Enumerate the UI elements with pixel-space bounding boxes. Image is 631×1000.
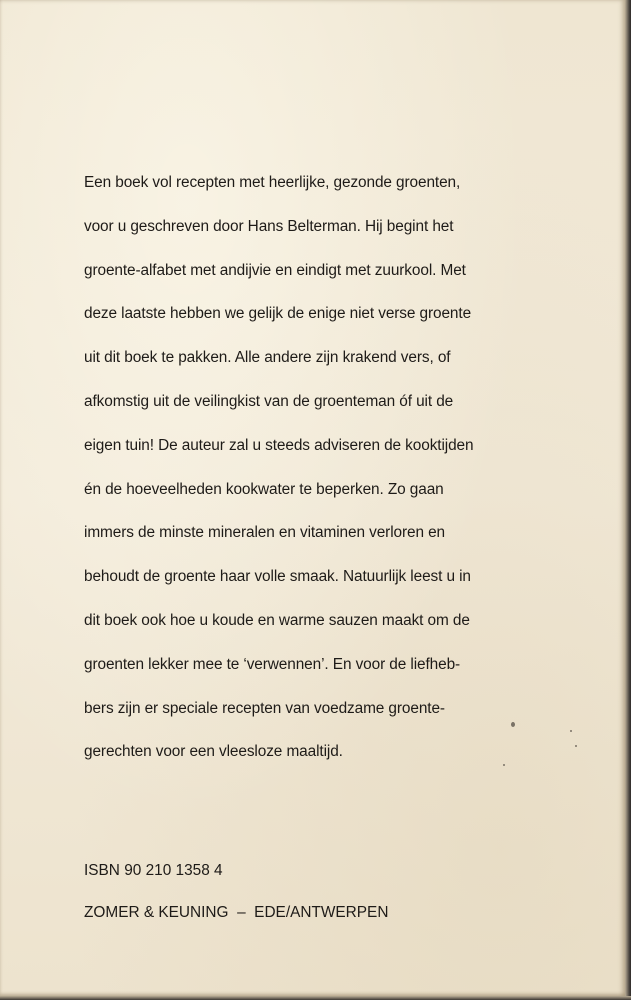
paper-speck (570, 730, 572, 732)
page-edge-shadow (625, 0, 631, 1000)
blurb-line: voor u geschreven door Hans Belterman. Hij begint het (84, 217, 454, 235)
paper-speck (503, 764, 505, 766)
blurb-line: immers de minste mineralen en vitaminen verloren en (84, 524, 446, 542)
publisher-imprint: ZOMER & KEUNING – EDE/ANTWERPEN (84, 904, 389, 921)
blurb-line: groente-alfabet met andijvie en eindigt met zuurkool. Met (84, 261, 466, 279)
paper-speck (511, 722, 515, 727)
blurb-line-last: gerechten voor een vleesloze maaltijd. (84, 743, 343, 761)
blurb-line: behoudt de groente haar volle smaak. Natuurlijk leest u in (84, 568, 471, 586)
page-bottom-shadow (0, 996, 631, 1000)
blurb-line: groenten lekker mee te ‘verwennen’. En voor de liefheb- (84, 655, 461, 673)
isbn-number: ISBN 90 210 1358 4 (84, 862, 223, 879)
blurb-line: uit dit boek te pakken. Alle andere zijn krakend vers, of (84, 349, 451, 367)
blurb-line: eigen tuin! De auteur zal u steeds adviseren de kooktijden (84, 436, 474, 454)
blurb-text (84, 150, 554, 785)
blurb-line: én de hoeveelheden kookwater te beperken. Zo gaan (84, 480, 444, 498)
blurb-line: bers zijn er speciale recepten van voedzame groente- (84, 699, 445, 717)
blurb-line: afkomstig uit de veilingkist van de groenteman óf uit de (84, 392, 454, 410)
blurb-line: deze laatste hebben we gelijk de enige niet verse groente (84, 305, 472, 323)
blurb-line: dit boek ook hoe u koude en warme sauzen maakt om de (84, 612, 470, 630)
paper-speck (575, 745, 577, 747)
blurb-line: Een boek vol recepten met heerlijke, gezonde groenten, (84, 173, 461, 191)
